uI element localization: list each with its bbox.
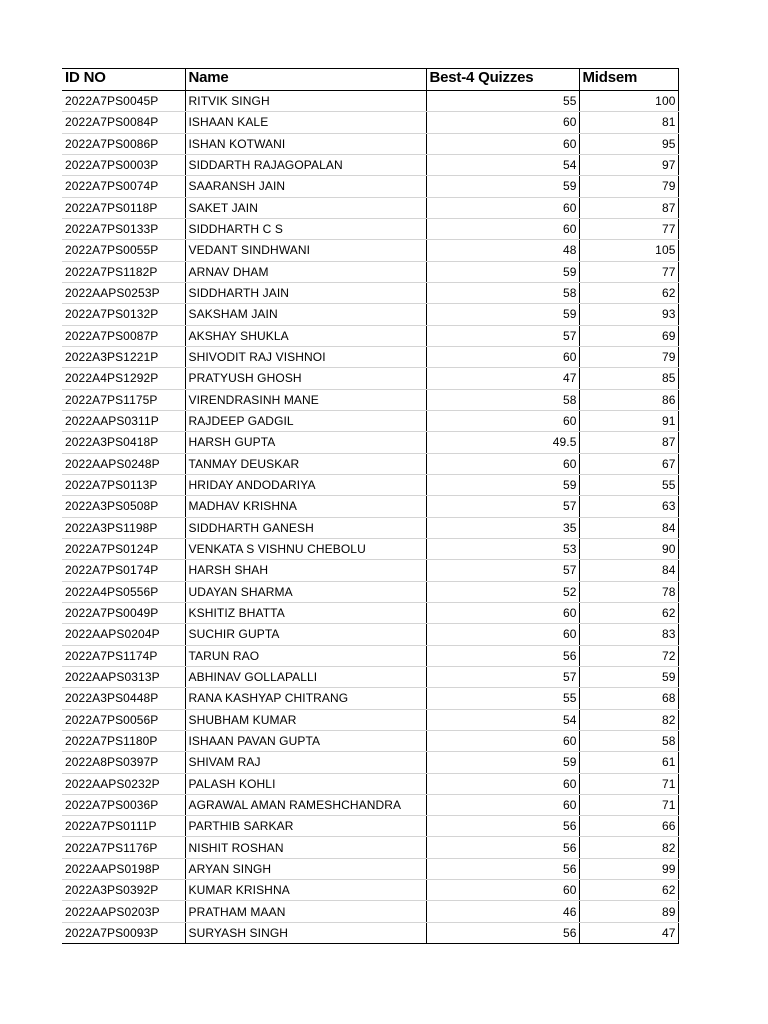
cell-quizzes: 58 — [426, 282, 579, 303]
table-row — [62, 581, 678, 602]
cell-id: 2022A8PS0397P — [62, 752, 185, 773]
cell-name: SURYASH SINGH — [185, 922, 426, 943]
cell-id: 2022AAPS0198P — [62, 858, 185, 879]
cell-name: AKSHAY SHUKLA — [185, 325, 426, 346]
cell-id: 2022A7PS0036P — [62, 794, 185, 815]
cell-midsem: 82 — [579, 837, 678, 858]
table-row — [62, 666, 678, 687]
cell-quizzes: 46 — [426, 901, 579, 922]
cell-name: SIDDARTH RAJAGOPALAN — [185, 154, 426, 175]
table-row — [62, 133, 678, 154]
header-row — [62, 69, 678, 91]
cell-id: 2022A3PS1221P — [62, 346, 185, 367]
cell-quizzes: 56 — [426, 922, 579, 943]
cell-quizzes: 55 — [426, 91, 579, 112]
cell-id: 2022A7PS1174P — [62, 645, 185, 666]
cell-quizzes: 60 — [426, 602, 579, 623]
cell-id: 2022AAPS0232P — [62, 773, 185, 794]
table-row — [62, 773, 678, 794]
header-id: ID NO — [62, 69, 185, 91]
header-midsem: Midsem — [579, 69, 678, 91]
cell-name: PARTHIB SARKAR — [185, 816, 426, 837]
cell-midsem: 68 — [579, 688, 678, 709]
cell-midsem: 69 — [579, 325, 678, 346]
table-row — [62, 112, 678, 133]
cell-midsem: 67 — [579, 453, 678, 474]
cell-id: 2022AAPS0203P — [62, 901, 185, 922]
cell-name: SAKET JAIN — [185, 197, 426, 218]
cell-midsem: 71 — [579, 773, 678, 794]
cell-name: SHUBHAM KUMAR — [185, 709, 426, 730]
cell-name: ISHAAN KALE — [185, 112, 426, 133]
cell-quizzes: 59 — [426, 261, 579, 282]
table-row — [62, 752, 678, 773]
cell-id: 2022A7PS1176P — [62, 837, 185, 858]
table-body — [62, 91, 678, 944]
table-row — [62, 517, 678, 538]
cell-id: 2022A4PS1292P — [62, 368, 185, 389]
table-row — [62, 901, 678, 922]
table-row — [62, 496, 678, 517]
cell-midsem: 87 — [579, 432, 678, 453]
cell-midsem: 93 — [579, 304, 678, 325]
cell-name: ARNAV DHAM — [185, 261, 426, 282]
cell-name: VENKATA S VISHNU CHEBOLU — [185, 538, 426, 559]
cell-id: 2022A7PS0132P — [62, 304, 185, 325]
cell-midsem: 47 — [579, 922, 678, 943]
cell-id: 2022A3PS0448P — [62, 688, 185, 709]
cell-name: VIRENDRASINH MANE — [185, 389, 426, 410]
cell-name: MADHAV KRISHNA — [185, 496, 426, 517]
cell-quizzes: 60 — [426, 453, 579, 474]
cell-quizzes: 60 — [426, 880, 579, 901]
cell-midsem: 84 — [579, 517, 678, 538]
cell-quizzes: 48 — [426, 240, 579, 261]
cell-quizzes: 54 — [426, 709, 579, 730]
cell-midsem: 84 — [579, 560, 678, 581]
cell-id: 2022A7PS0049P — [62, 602, 185, 623]
table-row — [62, 368, 678, 389]
cell-midsem: 89 — [579, 901, 678, 922]
cell-name: PRATHAM MAAN — [185, 901, 426, 922]
cell-quizzes: 60 — [426, 133, 579, 154]
cell-id: 2022A3PS0418P — [62, 432, 185, 453]
cell-id: 2022A7PS0124P — [62, 538, 185, 559]
cell-name: SAARANSH JAIN — [185, 176, 426, 197]
cell-name: SAKSHAM JAIN — [185, 304, 426, 325]
table-row — [62, 816, 678, 837]
cell-name: SHIVAM RAJ — [185, 752, 426, 773]
cell-id: 2022A7PS0084P — [62, 112, 185, 133]
table-row — [62, 645, 678, 666]
cell-id: 2022A3PS0508P — [62, 496, 185, 517]
cell-midsem: 105 — [579, 240, 678, 261]
cell-midsem: 58 — [579, 730, 678, 751]
cell-quizzes: 55 — [426, 688, 579, 709]
cell-midsem: 95 — [579, 133, 678, 154]
cell-quizzes: 57 — [426, 325, 579, 346]
cell-id: 2022A7PS0055P — [62, 240, 185, 261]
cell-name: ISHAAN PAVAN GUPTA — [185, 730, 426, 751]
cell-name: ISHAN KOTWANI — [185, 133, 426, 154]
table-row — [62, 282, 678, 303]
cell-name: VEDANT SINDHWANI — [185, 240, 426, 261]
cell-quizzes: 59 — [426, 474, 579, 495]
table-row — [62, 154, 678, 175]
cell-quizzes: 60 — [426, 112, 579, 133]
cell-name: ARYAN SINGH — [185, 858, 426, 879]
table-row — [62, 176, 678, 197]
cell-quizzes: 60 — [426, 218, 579, 239]
cell-midsem: 83 — [579, 624, 678, 645]
cell-id: 2022A7PS0118P — [62, 197, 185, 218]
table-row — [62, 880, 678, 901]
cell-midsem: 82 — [579, 709, 678, 730]
table-row — [62, 218, 678, 239]
cell-quizzes: 56 — [426, 858, 579, 879]
cell-id: 2022AAPS0313P — [62, 666, 185, 687]
header-name: Name — [185, 69, 426, 91]
cell-id: 2022A4PS0556P — [62, 581, 185, 602]
table-row — [62, 432, 678, 453]
table-row — [62, 197, 678, 218]
cell-name: NISHIT ROSHAN — [185, 837, 426, 858]
table-row — [62, 837, 678, 858]
cell-midsem: 81 — [579, 112, 678, 133]
cell-id: 2022A7PS0093P — [62, 922, 185, 943]
cell-quizzes: 58 — [426, 389, 579, 410]
cell-name: AGRAWAL AMAN RAMESHCHANDRA — [185, 794, 426, 815]
cell-quizzes: 57 — [426, 666, 579, 687]
cell-quizzes: 57 — [426, 496, 579, 517]
cell-midsem: 91 — [579, 410, 678, 431]
cell-midsem: 79 — [579, 346, 678, 367]
cell-quizzes: 60 — [426, 794, 579, 815]
cell-name: SIDDHARTH C S — [185, 218, 426, 239]
table-row — [62, 304, 678, 325]
cell-name: ABHINAV GOLLAPALLI — [185, 666, 426, 687]
cell-name: RAJDEEP GADGIL — [185, 410, 426, 431]
cell-name: PALASH KOHLI — [185, 773, 426, 794]
cell-midsem: 85 — [579, 368, 678, 389]
cell-quizzes: 59 — [426, 752, 579, 773]
cell-id: 2022A7PS0133P — [62, 218, 185, 239]
table-row — [62, 538, 678, 559]
table-row — [62, 624, 678, 645]
cell-midsem: 55 — [579, 474, 678, 495]
cell-id: 2022AAPS0248P — [62, 453, 185, 474]
table-row — [62, 261, 678, 282]
cell-quizzes: 57 — [426, 560, 579, 581]
cell-quizzes: 59 — [426, 304, 579, 325]
cell-name: TANMAY DEUSKAR — [185, 453, 426, 474]
cell-quizzes: 49.5 — [426, 432, 579, 453]
cell-midsem: 79 — [579, 176, 678, 197]
cell-id: 2022A7PS1182P — [62, 261, 185, 282]
cell-midsem: 61 — [579, 752, 678, 773]
cell-midsem: 59 — [579, 666, 678, 687]
table-row — [62, 794, 678, 815]
cell-name: SIDDHARTH GANESH — [185, 517, 426, 538]
cell-id: 2022A7PS0111P — [62, 816, 185, 837]
cell-id: 2022AAPS0311P — [62, 410, 185, 431]
table-row — [62, 410, 678, 431]
cell-name: HARSH SHAH — [185, 560, 426, 581]
table-row — [62, 560, 678, 581]
table-row — [62, 389, 678, 410]
cell-quizzes: 54 — [426, 154, 579, 175]
cell-quizzes: 60 — [426, 346, 579, 367]
cell-name: RANA KASHYAP CHITRANG — [185, 688, 426, 709]
cell-name: SIDDHARTH JAIN — [185, 282, 426, 303]
header-quizzes: Best-4 Quizzes — [426, 69, 579, 91]
cell-midsem: 63 — [579, 496, 678, 517]
cell-id: 2022A7PS0003P — [62, 154, 185, 175]
cell-quizzes: 60 — [426, 730, 579, 751]
cell-midsem: 62 — [579, 282, 678, 303]
cell-name: UDAYAN SHARMA — [185, 581, 426, 602]
cell-quizzes: 56 — [426, 816, 579, 837]
table-row — [62, 858, 678, 879]
cell-quizzes: 60 — [426, 773, 579, 794]
cell-midsem: 71 — [579, 794, 678, 815]
cell-quizzes: 52 — [426, 581, 579, 602]
cell-quizzes: 35 — [426, 517, 579, 538]
cell-quizzes: 56 — [426, 837, 579, 858]
cell-quizzes: 47 — [426, 368, 579, 389]
cell-id: 2022A7PS0087P — [62, 325, 185, 346]
cell-midsem: 62 — [579, 602, 678, 623]
cell-id: 2022A3PS1198P — [62, 517, 185, 538]
table-row — [62, 922, 678, 943]
cell-name: RITVIK SINGH — [185, 91, 426, 112]
cell-name: SUCHIR GUPTA — [185, 624, 426, 645]
table-row — [62, 91, 678, 112]
cell-id: 2022A7PS0074P — [62, 176, 185, 197]
cell-midsem: 77 — [579, 261, 678, 282]
cell-midsem: 77 — [579, 218, 678, 239]
table-row — [62, 346, 678, 367]
table-row — [62, 474, 678, 495]
cell-quizzes: 56 — [426, 645, 579, 666]
cell-quizzes: 53 — [426, 538, 579, 559]
cell-quizzes: 60 — [426, 624, 579, 645]
cell-name: KSHITIZ BHATTA — [185, 602, 426, 623]
cell-midsem: 87 — [579, 197, 678, 218]
cell-id: 2022A7PS0086P — [62, 133, 185, 154]
cell-quizzes: 60 — [426, 410, 579, 431]
cell-midsem: 100 — [579, 91, 678, 112]
table-row — [62, 688, 678, 709]
cell-midsem: 86 — [579, 389, 678, 410]
grades-table — [62, 68, 679, 944]
cell-id: 2022AAPS0253P — [62, 282, 185, 303]
cell-name: TARUN RAO — [185, 645, 426, 666]
table-row — [62, 240, 678, 261]
cell-name: SHIVODIT RAJ VISHNOI — [185, 346, 426, 367]
cell-id: 2022AAPS0204P — [62, 624, 185, 645]
cell-id: 2022A7PS1180P — [62, 730, 185, 751]
cell-id: 2022A7PS0113P — [62, 474, 185, 495]
cell-midsem: 99 — [579, 858, 678, 879]
cell-id: 2022A7PS1175P — [62, 389, 185, 410]
cell-midsem: 78 — [579, 581, 678, 602]
cell-id: 2022A7PS0174P — [62, 560, 185, 581]
table-row — [62, 453, 678, 474]
table-row — [62, 325, 678, 346]
cell-quizzes: 60 — [426, 197, 579, 218]
cell-midsem: 90 — [579, 538, 678, 559]
cell-id: 2022A7PS0045P — [62, 91, 185, 112]
cell-midsem: 66 — [579, 816, 678, 837]
cell-name: KUMAR KRISHNA — [185, 880, 426, 901]
table-row — [62, 730, 678, 751]
table-row — [62, 602, 678, 623]
cell-quizzes: 59 — [426, 176, 579, 197]
cell-name: HRIDAY ANDODARIYA — [185, 474, 426, 495]
cell-midsem: 97 — [579, 154, 678, 175]
cell-name: HARSH GUPTA — [185, 432, 426, 453]
cell-id: 2022A3PS0392P — [62, 880, 185, 901]
cell-name: PRATYUSH GHOSH — [185, 368, 426, 389]
table-row — [62, 709, 678, 730]
cell-midsem: 72 — [579, 645, 678, 666]
cell-id: 2022A7PS0056P — [62, 709, 185, 730]
cell-midsem: 62 — [579, 880, 678, 901]
